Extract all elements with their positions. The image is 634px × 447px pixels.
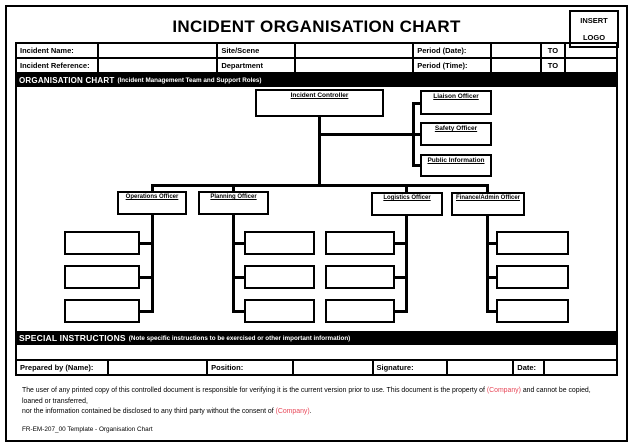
org-empty-box-logistics-1[interactable] — [325, 231, 395, 255]
disclaimer-text: The user of any printed copy of this controlled document is responsible for verifying it is the current version prior to use. This document is the property of — [22, 387, 487, 394]
incident-reference-input[interactable] — [98, 58, 217, 73]
org-empty-box-operations-2[interactable] — [64, 265, 140, 289]
safety-officer-box[interactable] — [420, 122, 492, 146]
insert-logo-text-line2: LOGO — [582, 33, 606, 42]
finance-admin-officer-label: Finance/Admin Officer — [455, 195, 520, 201]
organisation-chart-bar-note: (Incident Management Team and Support Roles) — [117, 77, 262, 84]
period-time-label: Period (Time): — [413, 58, 491, 73]
company-placeholder: (Company) — [486, 387, 521, 394]
org-empty-box-operations-3[interactable] — [64, 299, 140, 323]
prepared-by-label: Prepared by (Name): — [16, 360, 108, 375]
connector-line — [232, 215, 235, 313]
connector-line — [151, 215, 154, 313]
connector-line — [486, 216, 489, 313]
connector-line — [140, 310, 153, 313]
period-date-to-label: TO — [541, 43, 566, 58]
connector-line — [394, 276, 407, 279]
operations-officer-label: Operations Officer — [125, 194, 179, 200]
connector-line — [318, 117, 321, 187]
incident-controller-label: Incident Controller — [290, 92, 349, 99]
table-row — [16, 58, 617, 73]
connector-line — [412, 102, 420, 105]
connector-line — [412, 164, 420, 167]
special-instructions-area[interactable] — [15, 345, 618, 359]
org-empty-box-finance-3[interactable] — [496, 299, 569, 323]
org-empty-box-planning-3[interactable] — [244, 299, 315, 323]
disclaimer-text: . — [309, 408, 312, 416]
insert-logo-text-line1: INSERT — [580, 16, 608, 25]
org-empty-box-finance-2[interactable] — [496, 265, 569, 289]
date-label: Date: — [513, 360, 544, 375]
special-instructions-section-header — [15, 331, 618, 345]
connector-line — [405, 184, 408, 192]
position-label: Position: — [207, 360, 293, 375]
organisation-chart-section-header — [15, 74, 618, 87]
position-input[interactable] — [293, 360, 372, 375]
connector-line — [412, 102, 415, 167]
document-code: FR-EM-207_00 Template - Organisation Chart — [22, 426, 153, 434]
logistics-officer-box[interactable] — [371, 192, 443, 216]
connector-line — [486, 184, 489, 192]
finance-admin-officer-box[interactable] — [451, 192, 525, 216]
org-empty-box-logistics-2[interactable] — [325, 265, 395, 289]
connector-line — [140, 242, 153, 245]
org-empty-box-operations-1[interactable] — [64, 231, 140, 255]
period-date-label: Period (Date): — [413, 43, 491, 58]
incident-controller-box[interactable] — [255, 89, 384, 117]
table-row — [16, 360, 617, 375]
special-instructions-bar-title: SPECIAL INSTRUCTIONS — [19, 333, 126, 343]
incident-reference-label: Incident Reference: — [16, 58, 98, 73]
planning-officer-label: Planning Officer — [210, 194, 257, 200]
operations-officer-box[interactable] — [117, 191, 187, 215]
period-time-from-input[interactable] — [491, 58, 541, 73]
public-information-box[interactable] — [420, 154, 492, 177]
org-empty-box-logistics-3[interactable] — [325, 299, 395, 323]
connector-line — [318, 133, 420, 136]
date-input[interactable] — [544, 360, 617, 375]
department-input[interactable] — [295, 58, 413, 73]
disclaimer-text: and cannot be copied, loaned or transferred, — [22, 387, 591, 405]
department-label: Department — [217, 58, 295, 73]
connector-line — [151, 184, 489, 187]
org-empty-box-planning-1[interactable] — [244, 231, 315, 255]
period-date-to-input[interactable] — [565, 43, 617, 58]
safety-officer-label: Safety Officer — [434, 125, 478, 132]
liaison-officer-box[interactable] — [420, 90, 492, 115]
controlled-document-disclaimer — [22, 386, 611, 418]
document-border — [5, 5, 628, 442]
prepared-by-input[interactable] — [108, 360, 207, 375]
connector-line — [394, 310, 407, 313]
incident-details-table — [15, 42, 618, 74]
signoff-table — [15, 359, 618, 376]
signature-input[interactable] — [447, 360, 514, 375]
connector-line — [394, 242, 407, 245]
period-date-from-input[interactable] — [491, 43, 541, 58]
public-information-label: Public Information — [427, 157, 485, 164]
incident-name-input[interactable] — [98, 43, 217, 58]
disclaimer-text: nor the information contained be disclosed to any third party without the consent of — [22, 408, 276, 416]
org-empty-box-planning-2[interactable] — [244, 265, 315, 289]
logistics-officer-label: Logistics Officer — [383, 195, 431, 201]
site-scene-input[interactable] — [295, 43, 413, 58]
org-empty-box-finance-1[interactable] — [496, 231, 569, 255]
signature-label: Signature: — [373, 360, 447, 375]
incident-name-label: Incident Name: — [16, 43, 98, 58]
connector-line — [405, 216, 408, 313]
table-row — [16, 43, 617, 58]
special-instructions-bar-note: (Note specific instructions to be exercised or other important information) — [128, 334, 351, 342]
company-placeholder: (Company) — [275, 408, 310, 416]
liaison-officer-label: Liaison Officer — [433, 93, 479, 100]
connector-line — [140, 276, 153, 279]
organisation-chart-bar-title: ORGANISATION CHART — [19, 76, 115, 85]
period-time-to-label: TO — [541, 58, 566, 73]
site-scene-label: Site/Scene — [217, 43, 295, 58]
org-chart-canvas — [15, 87, 618, 331]
page-title: INCIDENT ORGANISATION CHART — [172, 17, 461, 36]
planning-officer-box[interactable] — [198, 191, 269, 215]
period-time-to-input[interactable] — [565, 58, 617, 73]
